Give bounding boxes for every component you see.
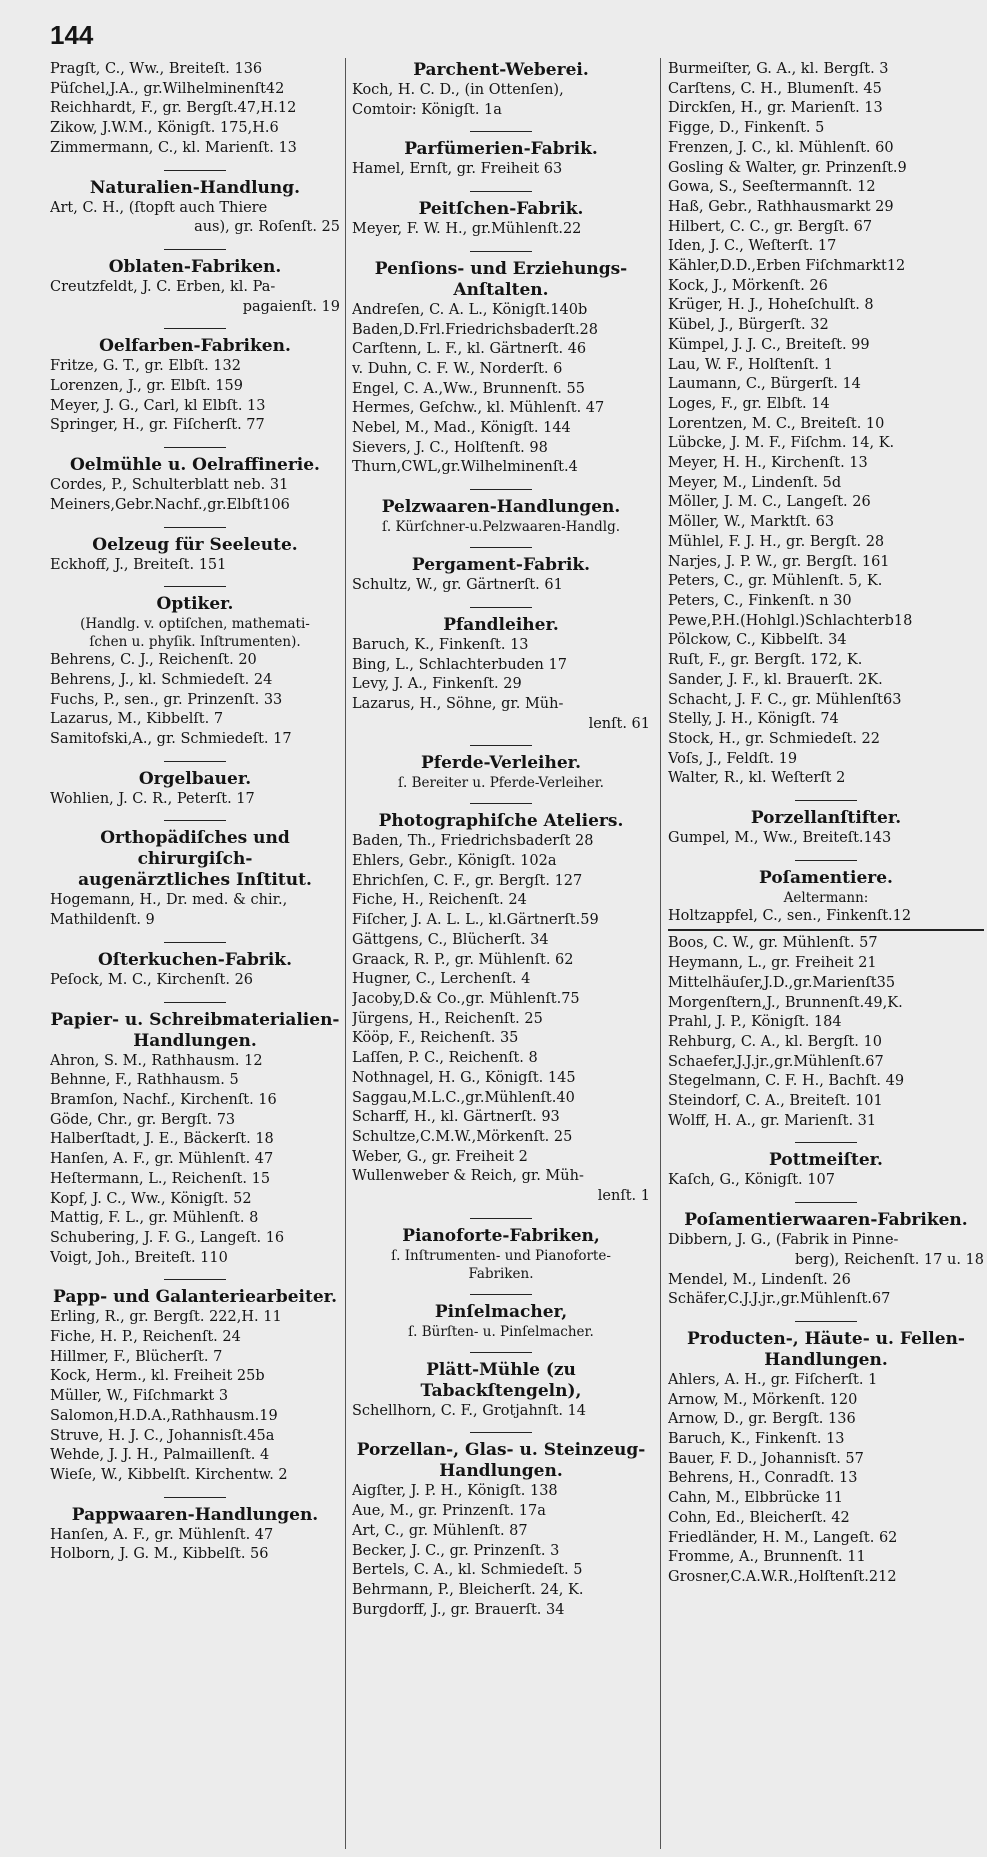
directory-entry: Arnow, D., gr. Bergſt. 136 <box>668 1411 856 1428</box>
section-heading: Pinſelmacher, <box>434 1301 568 1322</box>
directory-entry: Heſtermann, L., Reichenſt. 15 <box>50 1170 271 1187</box>
directory-entry: Eckhoff, J., Breiteſt. 151 <box>50 556 227 573</box>
directory-entry: Burmeiſter, G. A., kl. Bergſt. 3 <box>668 61 889 77</box>
section-separator <box>795 860 857 861</box>
directory-entry: Zikow, J.W.M., Königſt. 175,H.6 <box>50 120 279 137</box>
directory-entry: Meiners,Gebr.Nachf.,gr.Elbſt106 <box>50 496 290 513</box>
directory-section <box>352 489 650 536</box>
directory-entry: Pölckow, C., Kibbelſt. 34 <box>668 632 847 649</box>
directory-entry: Stegelmann, C. F. H., Bachſt. 49 <box>668 1073 905 1090</box>
directory-entry: Fuchs, P., sen., gr. Prinzenſt. 33 <box>50 691 283 708</box>
directory-entry: Iden, J. C., Weſterſt. 17 <box>668 238 837 255</box>
section-separator <box>795 1202 857 1203</box>
directory-entry: Lübcke, J. M. F., Fiſchm. 14, K. <box>668 435 895 452</box>
directory-section <box>50 586 340 750</box>
directory-entry: Pewe,P.H.(Hohlgl.)Schlachterb18 <box>668 612 913 629</box>
directory-entry: Schultz, W., gr. Gärtnerſt. 61 <box>352 577 563 594</box>
directory-entry: Baden,D.Frl.Friedrichsbaderſt.28 <box>352 321 599 338</box>
directory-entry: Hugner, C., Lerchenſt. 4 <box>352 971 531 988</box>
directory-section <box>50 527 340 576</box>
directory-entry: Müller, W., Fiſchmarkt 3 <box>50 1388 229 1405</box>
section-heading: Anſtalten. <box>453 279 549 300</box>
section-separator <box>470 607 532 608</box>
directory-entry: Art, C., gr. Mühlenſt. 87 <box>352 1522 528 1539</box>
section-heading: Optiker. <box>156 594 234 615</box>
section-heading: Pelzwaaren-Handlungen. <box>381 497 621 518</box>
section-separator <box>164 942 226 943</box>
directory-entry: Stelly, J. H., Königſt. 74 <box>668 711 839 728</box>
section-note: ſ. Bürſten- u. Pinſelmacher. <box>408 1323 594 1340</box>
section-heading: Pfandleiher. <box>443 614 559 635</box>
directory-entry: Carſtenn, L. F., kl. Gärtnerſt. 46 <box>352 341 587 358</box>
directory-section <box>50 1279 340 1485</box>
directory-section <box>352 1294 650 1341</box>
section-separator <box>164 249 226 250</box>
directory-entry: Ehlers, Gebr., Königſt. 102a <box>352 853 557 870</box>
directory-entry: Creutzfeldt, J. C. Erben, kl. Pa- <box>50 278 276 295</box>
directory-entry: Schubering, J. F. G., Langeſt. 16 <box>50 1229 285 1246</box>
column-divider <box>345 58 346 1849</box>
section-heading: Orthopädiſches und chirurgiſch- <box>100 828 290 870</box>
section-separator <box>164 1497 226 1498</box>
directory-entry: Lau, W. F., Holſtenſt. 1 <box>668 356 833 373</box>
section-heading: Parchent-Weberei. <box>413 60 589 80</box>
section-note: ſ. Inſtrumenten- und Pianoforte- <box>391 1247 611 1264</box>
directory-entry: Hogemann, H., Dr. med. & chir., <box>50 892 288 909</box>
directory-entry: v. Duhn, C. F. W., Norderſt. 6 <box>352 360 563 377</box>
section-heading: Porzellan-, Glas- u. Steinzeug- <box>356 1440 646 1461</box>
directory-entry: Lorenzen, J., gr. Elbſt. 159 <box>50 378 243 395</box>
directory-entry: Jacoby,D.& Co.,gr. Mühlenſt.75 <box>352 990 580 1007</box>
section-note: Fabriken. <box>468 1265 534 1282</box>
section-heading: Naturalien-Handlung. <box>89 177 301 198</box>
section-heading: Parfümerien-Fabrik. <box>404 139 598 160</box>
directory-entry: Holtzappfel, C., sen., Finkenſt.12 <box>668 907 912 924</box>
section-separator <box>470 745 532 746</box>
section-rule <box>668 929 984 931</box>
section-heading: Pergament-Fabrik. <box>411 555 591 576</box>
section-heading: Porzellanſtifter. <box>750 808 902 829</box>
directory-entry: Prahl, J. P., Königſt. 184 <box>668 1014 842 1031</box>
section-separator <box>164 447 226 448</box>
section-separator <box>470 1432 532 1433</box>
section-separator <box>795 1142 857 1143</box>
section-heading: Oſterkuchen-Fabrik. <box>98 949 292 970</box>
directory-section <box>50 820 340 930</box>
directory-entry: Mühlel, F. J. H., gr. Bergſt. 28 <box>668 533 885 550</box>
directory-entry: Ehrichſen, C. F., gr. Bergſt. 127 <box>352 872 583 889</box>
directory-entry: Schäfer,C.J.J.jr.,gr.Mühlenſt.67 <box>668 1291 891 1308</box>
entry-continuation: pagaienſt. 19 <box>242 298 340 315</box>
directory-entry: Baruch, K., Finkenſt. 13 <box>668 1431 845 1448</box>
directory-entry: Erling, R., gr. Bergſt. 222,H. 11 <box>50 1309 282 1326</box>
directory-entry: Friedländer, H. M., Langeſt. 62 <box>668 1529 898 1546</box>
directory-entry: Laſſen, P. C., Reichenſt. 8 <box>352 1050 538 1067</box>
section-heading: Pferde-Verleiher. <box>420 753 581 774</box>
directory-entry: Kopf, J. C., Ww., Königſt. 52 <box>50 1190 252 1207</box>
section-separator <box>795 1321 857 1322</box>
directory-entry: Peſock, M. C., Kirchenſt. 26 <box>50 971 254 988</box>
directory-section <box>352 745 650 792</box>
directory-entry: Mendel, M., Lindenſt. 26 <box>668 1271 851 1288</box>
directory-entry: Kümpel, J. J. C., Breiteſt. 99 <box>668 336 870 353</box>
directory-entry: Narjes, J. P. W., gr. Bergſt. 161 <box>668 553 890 570</box>
directory-section <box>352 1432 650 1620</box>
section-heading: Plätt-Mühle (zu Tabackſtengeln), <box>420 1359 582 1401</box>
section-separator <box>164 586 226 587</box>
directory-entry: Bertels, C. A., kl. Schmiedeſt. 5 <box>352 1562 583 1579</box>
directory-entry: Comtoir: Königſt. 1a <box>352 101 502 118</box>
section-heading: Oblaten-Fabriken. <box>108 256 282 277</box>
directory-entry: Hermes, Geſchw., kl. Mühlenſt. 47 <box>352 400 605 417</box>
directory-entry: Wieſe, W., Kibbelſt. Kirchentw. 2 <box>50 1466 288 1483</box>
directory-entry: Aue, M., gr. Prinzenſt. 17a <box>352 1503 546 1520</box>
column-1 <box>50 60 340 1849</box>
section-heading: Pottmeiſter. <box>769 1150 883 1171</box>
directory-entry: Möller, W., Marktſt. 63 <box>668 514 835 531</box>
directory-entry: Koch, H. C. D., (in Ottenſen), <box>352 82 564 98</box>
directory-section <box>352 1352 650 1422</box>
directory-entry: Wehde, J. J. H., Palmaillenſt. 4 <box>50 1447 270 1464</box>
directory-entry: Samitofski,A., gr. Schmiedeſt. 17 <box>50 731 292 748</box>
directory-entry: Grosner,C.A.W.R.,Holſtenſt.212 <box>668 1569 897 1585</box>
section-note: ſchen u. phyſik. Inſtrumenten). <box>89 634 301 651</box>
entry-continuation: aus), gr. Roſenſt. 25 <box>194 219 340 236</box>
directory-section <box>668 800 984 849</box>
directory-section <box>668 1321 984 1588</box>
directory-entry: Rehburg, C. A., kl. Bergſt. 10 <box>668 1033 882 1050</box>
directory-entry: Wolff, H. A., gr. Marienſt. 31 <box>668 1112 877 1129</box>
directory-entry: Ahron, S. M., Rathhausm. 12 <box>50 1052 263 1069</box>
directory-entry: Reichhardt, F., gr. Bergſt.47,H.12 <box>50 100 297 117</box>
section-note: ſ. Bereiter u. Pferde-Verleiher. <box>398 775 604 792</box>
directory-entry: Dibbern, J. G., (Fabrik in Pinne- <box>668 1232 899 1249</box>
directory-entry: Cordes, P., Schulterblatt neb. 31 <box>50 477 289 494</box>
directory-entry: Carſtens, C. H., Blumenſt. 45 <box>668 80 882 97</box>
directory-entry: Nebel, M., Mad., Königſt. 144 <box>352 420 571 437</box>
section-heading: augenärztliches Inſtitut. <box>78 870 312 891</box>
directory-entry: Bauer, F. D., Johannisſt. 57 <box>668 1450 864 1467</box>
directory-entry: Weber, G., gr. Freiheit 2 <box>352 1148 528 1165</box>
directory-section <box>668 60 984 789</box>
section-separator <box>164 170 226 171</box>
directory-entry: Behrens, C. J., Reichenſt. 20 <box>50 652 257 669</box>
directory-entry: Fromme, A., Brunnenſt. 11 <box>668 1549 866 1566</box>
directory-section <box>50 60 340 159</box>
section-heading: Oelfarben-Fabriken. <box>99 336 291 357</box>
directory-entry: Scharff, H., kl. Gärtnerſt. 93 <box>352 1109 560 1126</box>
column-3 <box>668 60 984 1849</box>
directory-entry: Fritze, G. T., gr. Elbſt. 132 <box>50 358 241 375</box>
directory-entry: Krüger, H. J., Hoheſchulſt. 8 <box>668 297 874 314</box>
section-heading: Handlungen. <box>764 1349 888 1370</box>
directory-entry: Hillmer, F., Blücherſt. 7 <box>50 1348 223 1365</box>
directory-section <box>352 607 650 735</box>
directory-entry: Levy, J. A., Finkenſt. 29 <box>352 676 522 693</box>
directory-entry: Wohlien, J. C. R., Peterſt. 17 <box>50 790 255 807</box>
directory-entry: Ruſt, F., gr. Bergſt. 172, K. <box>668 652 863 669</box>
directory-section <box>352 547 650 596</box>
directory-entry: Schacht, J. F. C., gr. Mühlenſt63 <box>668 691 902 708</box>
directory-entry: Gättgens, C., Blücherſt. 34 <box>352 931 549 948</box>
section-separator <box>470 191 532 192</box>
section-heading: Pianoforte-Fabriken, <box>402 1225 600 1246</box>
section-heading: Oelmühle u. Oelraffinerie. <box>70 455 320 476</box>
entry-continuation: berg), Reichenſt. 17 u. 18 <box>795 1251 984 1268</box>
directory-entry: Behrmann, P., Bleicherſt. 24, K. <box>352 1581 584 1598</box>
section-separator <box>470 547 532 548</box>
entry-continuation: lenſt. 61 <box>588 715 650 732</box>
directory-entry: Becker, J. C., gr. Prinzenſt. 3 <box>352 1542 560 1559</box>
directory-entry: Lazarus, H., Söhne, gr. Müh- <box>352 695 564 712</box>
section-separator <box>164 820 226 821</box>
directory-section <box>352 60 650 120</box>
section-separator <box>164 1279 226 1280</box>
directory-entry: Bramſon, Nachf., Kirchenſt. 16 <box>50 1091 277 1108</box>
section-separator <box>164 761 226 762</box>
directory-entry: Dirckſen, H., gr. Marienſt. 13 <box>668 100 883 117</box>
directory-entry: Walter, R., kl. Weſterſt 2 <box>668 770 846 787</box>
section-heading: Penſions- und Erziehungs- <box>374 258 628 279</box>
directory-section <box>352 803 650 1206</box>
section-note: (Handlg. v. optiſchen, mathemati- <box>80 616 310 633</box>
directory-section <box>50 249 340 317</box>
directory-entry: Kock, Herm., kl. Freiheit 25b <box>50 1368 265 1385</box>
directory-entry: Cohn, Ed., Bleicherſt. 42 <box>668 1509 850 1526</box>
directory-entry: Baruch, K., Finkenſt. 13 <box>352 636 529 653</box>
directory-entry: Möller, J. M. C., Langeſt. 26 <box>668 494 871 511</box>
directory-section <box>668 860 984 932</box>
section-separator <box>470 1218 532 1219</box>
directory-entry: Art, C. H., (ſtopft auch Thiere <box>50 199 268 216</box>
section-note: Aeltermann: <box>783 889 869 906</box>
directory-entry: Nothnagel, H. G., Königſt. 145 <box>352 1069 576 1086</box>
entry-continuation: lenſt. 1 <box>597 1188 650 1205</box>
directory-entry: Peters, C., gr. Mühlenſt. 5, K. <box>668 573 883 590</box>
directory-entry: Laumann, C., Bürgerſt. 14 <box>668 376 861 393</box>
section-separator <box>164 527 226 528</box>
directory-entry: Gumpel, M., Ww., Breiteſt.143 <box>668 830 892 847</box>
directory-entry: Kööp, F., Reichenſt. 35 <box>352 1030 519 1047</box>
directory-entry: Ahlers, A. H., gr. Fiſcherſt. 1 <box>668 1371 878 1388</box>
section-note: ſ. Kürſchner-u.Pelzwaaren-Handlg. <box>381 519 621 536</box>
directory-section <box>668 1202 984 1310</box>
directory-entry: Aigſter, J. P. H., Königſt. 138 <box>352 1483 558 1500</box>
directory-entry: Göde, Chr., gr. Bergſt. 73 <box>50 1111 236 1128</box>
directory-entry: Holborn, J. G. M., Kibbelſt. 56 <box>50 1546 269 1563</box>
section-heading: Papier- u. Schreibmaterialien- <box>50 1009 340 1030</box>
directory-entry: Mathildenſt. 9 <box>50 912 155 929</box>
directory-entry: Kock, J., Mörkenſt. 26 <box>668 277 828 294</box>
directory-entry: Kübel, J., Bürgerſt. 32 <box>668 317 829 334</box>
section-heading: Handlungen. <box>133 1030 257 1051</box>
directory-entry: Fiche, H. P., Reichenſt. 24 <box>50 1329 241 1346</box>
directory-entry: Thurn,CWL,gr.Wilhelminenſt.4 <box>352 459 578 476</box>
directory-entry: Salomon,H.D.A.,Rathhausm.19 <box>50 1407 278 1424</box>
directory-entry: Lorentzen, M. C., Breiteſt. 10 <box>668 415 885 432</box>
section-separator <box>470 803 532 804</box>
column-divider <box>660 58 661 1849</box>
directory-entry: Schultze,C.M.W.,Mörkenſt. 25 <box>352 1128 573 1145</box>
directory-entry: Baden, Th., Friedrichsbaderſt 28 <box>352 833 594 850</box>
directory-entry: Fiche, H., Reichenſt. 24 <box>352 892 527 909</box>
directory-section <box>352 191 650 240</box>
section-heading: Photographiſche Ateliers. <box>378 811 624 832</box>
directory-entry: Hilbert, C. C., gr. Bergſt. 67 <box>668 218 873 235</box>
section-separator <box>470 1294 532 1295</box>
section-heading: Pappwaaren-Handlungen. <box>71 1504 319 1525</box>
directory-entry: Halberſtadt, J. E., Bäckerſt. 18 <box>50 1131 274 1148</box>
section-separator <box>164 1002 226 1003</box>
directory-entry: Andreſen, C. A. L., Königſt.140b <box>352 301 588 318</box>
directory-entry: Springer, H., gr. Fiſcherſt. 77 <box>50 417 265 434</box>
directory-section <box>50 170 340 238</box>
directory-section <box>668 934 984 1131</box>
directory-section <box>352 1218 650 1283</box>
directory-entry: Bing, L., Schlachterbuden 17 <box>352 656 567 673</box>
section-heading: Orgelbauer. <box>138 768 252 789</box>
directory-entry: Kaſch, G., Königſt. 107 <box>668 1172 835 1189</box>
directory-entry: Meyer, J. G., Carl, kl Elbſt. 13 <box>50 397 266 414</box>
directory-section <box>668 1142 984 1191</box>
directory-entry: Sievers, J. C., Holſtenſt. 98 <box>352 439 548 456</box>
directory-section <box>352 251 650 478</box>
directory-entry: Behrens, J., kl. Schmiedeſt. 24 <box>50 671 273 688</box>
directory-section <box>50 1497 340 1565</box>
directory-entry: Mattig, F. L., gr. Mühlenſt. 8 <box>50 1210 259 1227</box>
directory-entry: Cahn, M., Elbbrücke 11 <box>668 1490 843 1507</box>
directory-entry: Frenzen, J. C., kl. Mühlenſt. 60 <box>668 139 894 156</box>
directory-entry: Voſs, J., Feldſt. 19 <box>668 750 798 767</box>
directory-entry: Struve, H. J. C., Johannisſt.45a <box>50 1427 275 1444</box>
section-heading: Producten-, Häute- u. Fellen- <box>687 1328 965 1349</box>
directory-entry: Hanſen, A. F., gr. Mühlenſt. 47 <box>50 1151 274 1168</box>
directory-section <box>50 1002 340 1269</box>
directory-entry: Morgenſtern,J., Brunnenſt.49,K. <box>668 994 903 1011</box>
directory-entry: Zimmermann, C., kl. Marienſt. 13 <box>50 139 297 156</box>
directory-entry: Arnow, M., Mörkenſt. 120 <box>668 1391 858 1408</box>
directory-entry: Burgdorff, J., gr. Brauerſt. 34 <box>352 1601 565 1618</box>
directory-entry: Figge, D., Finkenſt. 5 <box>668 120 825 137</box>
section-separator <box>470 1352 532 1353</box>
directory-entry: Heymann, L., gr. Freiheit 21 <box>668 955 877 972</box>
directory-entry: Püſchel,J.A., gr.Wilhelminenſt42 <box>50 80 285 97</box>
directory-entry: Engel, C. A.,Ww., Brunnenſt. 55 <box>352 380 585 397</box>
section-separator <box>470 489 532 490</box>
directory-entry: Saggau,M.L.C.,gr.Mühlenſt.40 <box>352 1089 575 1106</box>
directory-section <box>352 131 650 180</box>
directory-entry: Behnne, F., Rathhausm. 5 <box>50 1072 239 1089</box>
directory-entry: Sander, J. F., kl. Brauerſt. 2K. <box>668 671 883 688</box>
column-2 <box>352 60 650 1849</box>
directory-entry: Jürgens, H., Reichenſt. 25 <box>352 1010 543 1027</box>
directory-entry: Voigt, Joh., Breiteſt. 110 <box>50 1249 228 1266</box>
section-separator <box>164 328 226 329</box>
directory-entry: Hanſen, A. F., gr. Mühlenſt. 47 <box>50 1526 274 1543</box>
section-heading: Oelzeug für Seeleute. <box>92 534 298 555</box>
directory-entry: Wullenweber & Reich, gr. Müh- <box>352 1168 584 1185</box>
directory-entry: Meyer, F. W. H., gr.Mühlenſt.22 <box>352 221 582 238</box>
directory-entry: Hamel, Ernſt, gr. Freiheit 63 <box>352 161 563 178</box>
directory-entry: Schaefer,J.J.jr.,gr.Mühlenſt.67 <box>668 1053 884 1070</box>
section-separator <box>470 131 532 132</box>
directory-entry: Gowa, S., Seeſtermannſt. 12 <box>668 179 876 196</box>
section-heading: Poſamentierwaaren-Fabriken. <box>684 1210 968 1231</box>
directory-entry: Graack, R. P., gr. Mühlenſt. 62 <box>352 951 574 968</box>
directory-entry: Boos, C. W., gr. Mühlenſt. 57 <box>668 935 878 952</box>
directory-entry: Kähler,D.D.,Erben Fiſchmarkt12 <box>668 258 906 275</box>
directory-entry: Peters, C., Finkenſt. n 30 <box>668 592 852 609</box>
directory-entry: Haß, Gebr., Rathhausmarkt 29 <box>668 198 894 215</box>
directory-entry: Meyer, H. H., Kirchenſt. 13 <box>668 455 868 472</box>
page-number: 144 <box>50 20 94 50</box>
directory-entry: Pragſt, C., Ww., Breiteſt. 136 <box>50 61 263 77</box>
section-separator <box>795 800 857 801</box>
directory-entry: Steindorf, C. A., Breiteſt. 101 <box>668 1093 883 1110</box>
section-heading: Handlungen. <box>439 1461 563 1482</box>
section-heading: Papp- und Galanteriearbeiter. <box>53 1287 337 1308</box>
directory-entry: Schellhorn, C. F., Grotjahnſt. 14 <box>352 1402 586 1419</box>
directory-section <box>50 761 340 810</box>
directory-section <box>50 328 340 436</box>
section-heading: Poſamentiere. <box>759 867 893 888</box>
directory-entry: Fiſcher, J. A. L. L., kl.Gärtnerſt.59 <box>352 912 599 929</box>
directory-entry: Mittelhäuſer,J.D.,gr.Marienſt35 <box>668 974 896 991</box>
directory-entry: Behrens, H., Conradſt. 13 <box>668 1470 858 1487</box>
directory-section <box>50 942 340 991</box>
directory-entry: Gosling & Walter, gr. Prinzenſt.9 <box>668 159 907 176</box>
section-separator <box>470 251 532 252</box>
section-heading: Peitſchen-Fabrik. <box>418 199 584 220</box>
directory-section <box>50 447 340 515</box>
directory-entry: Loges, F., gr. Elbſt. 14 <box>668 395 830 412</box>
directory-entry: Meyer, M., Lindenſt. 5d <box>668 474 842 491</box>
directory-entry: Lazarus, M., Kibbelſt. 7 <box>50 711 224 728</box>
directory-entry: Stock, H., gr. Schmiedeſt. 22 <box>668 730 881 747</box>
